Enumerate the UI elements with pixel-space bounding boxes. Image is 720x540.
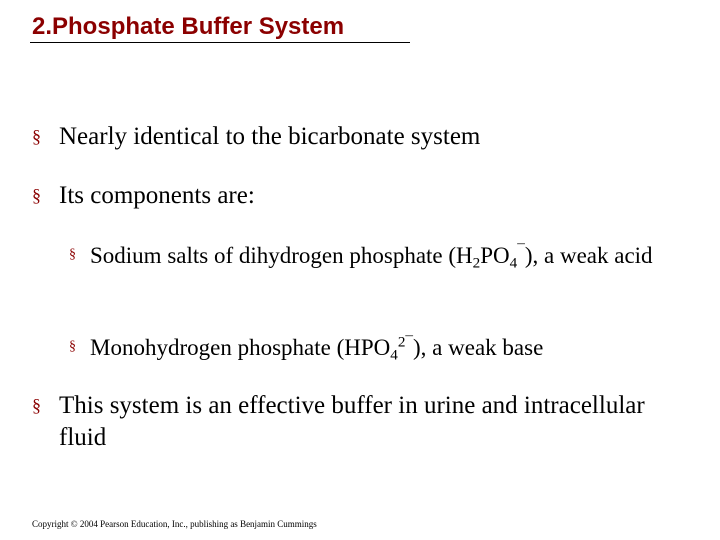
bullet-effective-buffer (32, 390, 652, 454)
bullet-text-before: Sodium salts of dihydrogen phosphate (H (90, 243, 473, 268)
bullet-text: Its components are: (59, 182, 255, 209)
bullet-text: This system is an effective buffer in urine and intracellular fluid (59, 392, 645, 451)
bullet-marker-icon: § (69, 339, 76, 354)
charge-superscript: 2¯ (397, 333, 414, 351)
subscript-4: 4 (509, 254, 518, 272)
subscript-2: 2 (472, 254, 481, 272)
bullet-text (90, 332, 695, 364)
bullet-marker-icon: § (32, 395, 41, 415)
bullet-marker-icon: § (69, 247, 76, 262)
slide-title: 2.Phosphate Buffer System (32, 13, 345, 40)
bullet-text-mid: PO (480, 243, 510, 268)
copyright-footer: Copyright © 2004 Pearson Education, Inc., publishing as Benjamin Cummings (32, 519, 317, 529)
bullet-text (90, 240, 695, 272)
title-underline (30, 42, 410, 43)
bullet-marker-icon: § (32, 185, 41, 205)
sub-bullet-dihydrogen-phosphate (69, 240, 695, 272)
bullet-text-after: ), a weak base (413, 335, 544, 360)
bullet-marker-icon: § (32, 126, 41, 146)
charge-superscript: ¯ (517, 241, 525, 259)
subscript-4: 4 (390, 346, 398, 364)
sub-bullet-monohydrogen-phosphate (69, 332, 695, 364)
bullet-text: Nearly identical to the bicarbonate system (59, 123, 481, 150)
bullet-nearly-identical (32, 121, 692, 153)
bullet-text-after: ), a weak acid (524, 243, 653, 268)
bullet-components (32, 180, 692, 212)
bullet-text-before: Monohydrogen phosphate (HPO (90, 335, 391, 360)
